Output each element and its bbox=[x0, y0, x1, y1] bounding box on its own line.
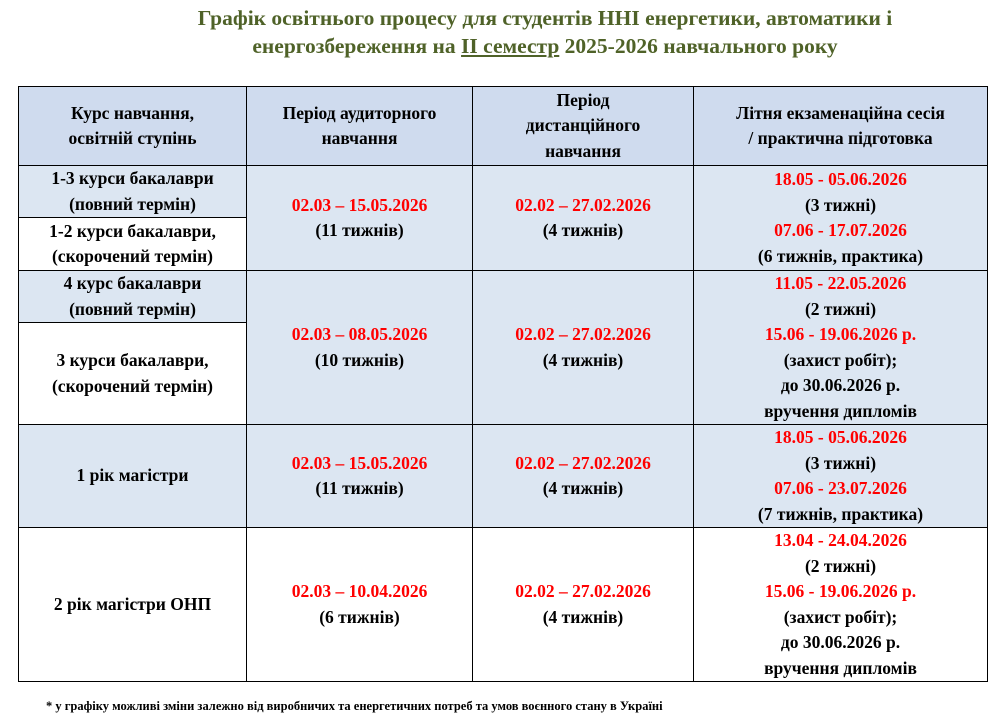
title-semester: ІІ семестр bbox=[461, 34, 560, 58]
auditory-cell: 02.03 – 08.05.2026 (10 тижнів) bbox=[247, 271, 473, 425]
session-date: 15.06 - 19.06.2026 р. bbox=[764, 581, 917, 601]
title-line-2-prefix: енергозбереження на bbox=[252, 34, 462, 58]
session-note: (2 тижні) bbox=[804, 298, 877, 319]
distance-cell: 02.02 – 27.02.2026 (4 тижнів) bbox=[473, 528, 694, 682]
header-auditory: Період аудиторного навчання bbox=[247, 87, 473, 166]
title-line-1: Графік освітнього процесу для студентів ННІ енергетики, автоматики і bbox=[197, 6, 893, 30]
course-cell: 4 курс бакалаври (повний термін) bbox=[19, 271, 247, 323]
table-row bbox=[19, 271, 988, 323]
session-note: (2 тижні) bbox=[804, 555, 877, 576]
session-cell bbox=[694, 271, 988, 425]
session-note: (захист робіт); bbox=[783, 606, 898, 627]
session-note: вручення дипломів bbox=[764, 400, 917, 421]
course-cell: 1-3 курси бакалаври (повний термін) bbox=[19, 166, 247, 218]
session-note: (3 тижні) bbox=[804, 194, 877, 215]
header-distance: Період дистанційного навчання bbox=[473, 87, 694, 166]
title-line-2-suffix: 2025-2026 навчального року bbox=[559, 34, 838, 58]
session-date: 13.04 - 24.04.2026 bbox=[774, 530, 907, 550]
session-cell bbox=[694, 425, 988, 528]
session-note: (3 тижні) bbox=[804, 452, 877, 473]
table-row bbox=[19, 425, 988, 528]
session-cell bbox=[694, 166, 988, 271]
session-date: 18.05 - 05.06.2026 bbox=[774, 169, 907, 189]
distance-cell: 02.02 – 27.02.2026 (4 тижнів) bbox=[473, 425, 694, 528]
course-cell: 1 рік магістри bbox=[19, 425, 247, 528]
footnote: * у графіку можливі зміни залежно від виробничих та енергетичних потреб та умов воєнного стану в Україні bbox=[46, 699, 663, 713]
page-title bbox=[130, 4, 960, 60]
distance-cell: 02.02 – 27.02.2026 (4 тижнів) bbox=[473, 271, 694, 425]
session-note: (6 тижнів, практика) bbox=[757, 245, 924, 266]
session-note: (захист робіт); bbox=[783, 349, 898, 370]
table-row bbox=[19, 166, 988, 218]
auditory-cell: 02.03 – 10.04.2026 (6 тижнів) bbox=[247, 528, 473, 682]
session-note: до 30.06.2026 р. bbox=[780, 632, 901, 652]
schedule-table bbox=[18, 86, 988, 682]
session-note: (7 тижнів, практика) bbox=[757, 503, 924, 524]
distance-cell: 02.02 – 27.02.2026 (4 тижнів) bbox=[473, 166, 694, 271]
auditory-cell: 02.03 – 15.05.2026 (11 тижнів) bbox=[247, 425, 473, 528]
session-note: до 30.06.2026 р. bbox=[780, 375, 901, 395]
header-course: Курс навчання, освітній ступінь bbox=[19, 87, 247, 166]
header-row bbox=[19, 87, 988, 166]
course-cell: 2 рік магістри ОНП bbox=[19, 528, 247, 682]
session-note: вручення дипломів bbox=[764, 657, 917, 678]
session-date: 18.05 - 05.06.2026 bbox=[774, 427, 907, 447]
session-date: 07.06 - 23.07.2026 bbox=[774, 478, 907, 498]
table-row bbox=[19, 528, 988, 682]
session-date: 11.05 - 22.05.2026 bbox=[774, 273, 907, 293]
course-cell: 3 курси бакалаври, (скорочений термін) bbox=[19, 323, 247, 425]
auditory-cell: 02.03 – 15.05.2026 (11 тижнів) bbox=[247, 166, 473, 271]
session-cell bbox=[694, 528, 988, 682]
session-date: 07.06 - 17.07.2026 bbox=[774, 220, 907, 240]
header-session: Літня екзаменаційна сесія / практична підготовка bbox=[694, 87, 988, 166]
session-date: 15.06 - 19.06.2026 р. bbox=[764, 324, 917, 344]
course-cell: 1-2 курси бакалаври, (скорочений термін) bbox=[19, 218, 247, 271]
